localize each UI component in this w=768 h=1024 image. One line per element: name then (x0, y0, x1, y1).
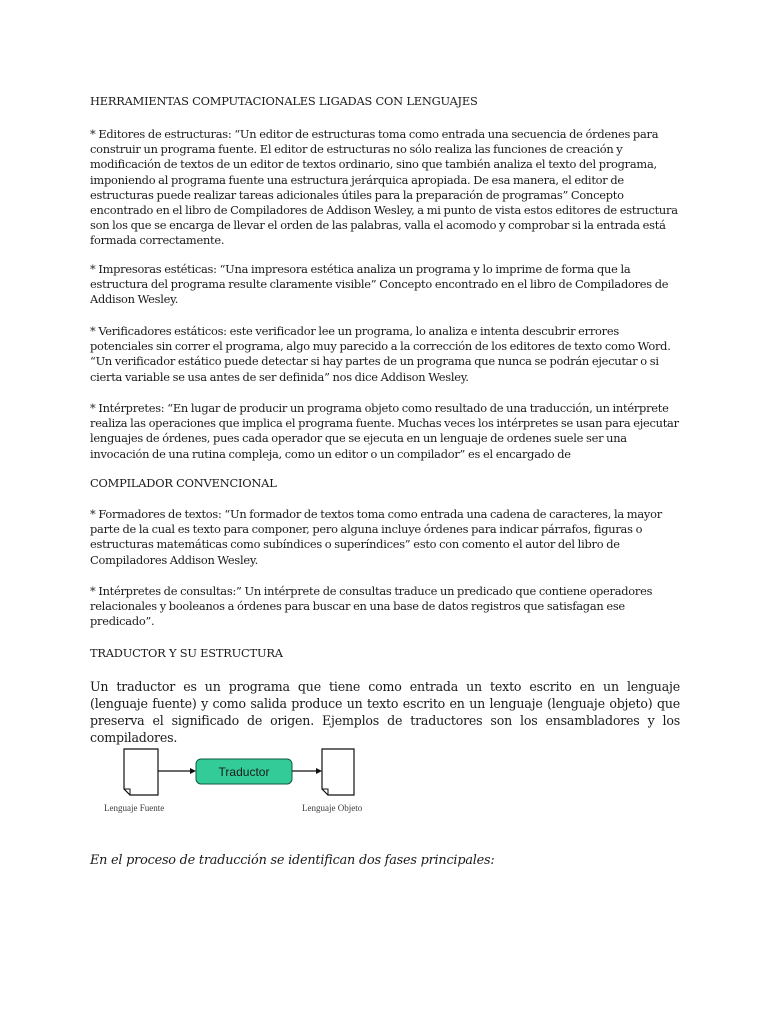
paragraph-interpretes-consultas: * Intérpretes de consultas:” Un intérprete de consultas traduce un predicado que contiene operadores relacionales y booleanos a órdenes para buscar en una base de datos registros que satisfagan ese predicado”. (90, 584, 653, 629)
source-document-icon (124, 749, 158, 795)
heading-herramientas: HERRAMIENTAS COMPUTACIONALES LIGADAS CON LENGUAJES (90, 94, 478, 108)
paragraph-editores-estructuras: * Editores de estructuras: “Un editor de estructuras toma como entrada una secuencia de órdenes para construir un programa fuente. El editor de estructuras no sólo realiza las funciones de creación y modificación de textos de un editor de textos ordinario, sino que también analiza el texto del programa, imponiendo al programa fuente una estructura jerárquica apropiada. De esa manera, el editor de estructuras puede realizar tareas adicionales útiles para la preparación de programas” Concepto encontrado en el libro de Compiladores de Addison Wesley, a mi punto de vista estos editores de estructura son los que se encarga de llevar el orden de las palabras, valla el acomodo y comprobar si la entrada está formada correctamente. (90, 127, 678, 248)
heading-compilador-convencional: COMPILADOR CONVENCIONAL (90, 476, 277, 490)
paragraph-traductor: Un traductor es un programa que tiene como entrada un texto escrito en un lenguaje (lenguaje fuente) y como salida produce un texto escrito en un lenguaje (lenguaje objeto) que preserva el significado de origen. Ejemplos de traductores son los ensambladores y los compiladores. (90, 679, 680, 745)
target-document-icon (322, 749, 354, 795)
paragraph-formadores-textos: * Formadores de textos: “Un formador de textos toma como entrada una cadena de caracteres, la mayor parte de la cual es texto para componer, pero alguna incluye órdenes para indicar párrafos, figuras o estructuras matemáticas como subíndices o superíndices” esto con comento el autor del libro de Compiladores Addison Wesley. (90, 507, 662, 567)
paragraph-verificadores-estaticos: * Verificadores estáticos: este verificador lee un programa, lo analiza e intenta descubrir errores potenciales sin correr el programa, algo muy parecido a la corrección de los editores de texto como Word. “Un verificador estático puede detectar si hay partes de un programa que nunca se podrán ejecutar o si cierta variable se usa antes de ser definida” nos dice Addison Wesley. (90, 324, 671, 384)
paragraph-impresoras-esteticas: * Impresoras estéticas: “Una impresora estética analiza un programa y lo imprime de forma que la estructura del programa resulte claramente visible” Concepto encontrado en el libro de Compiladores de Addison Wesley. (90, 262, 669, 307)
source-language-label: Lenguaje Fuente (104, 803, 165, 813)
translator-diagram (90, 747, 410, 827)
translator-box-label: Traductor (218, 765, 270, 779)
paragraph-interpretes: * Intérpretes: “En lugar de producir un programa objeto como resultado de una traducción, un intérprete realiza las operaciones que implica el programa fuente. Muchas veces los intérpretes se usan para ejecutar lenguajes de órdenes, pues cada operador que se ejecuta en un lenguaje de ordenes suele ser una invocación de una rutina compleja, como un editor o un compilador” es el encargado de (90, 401, 679, 461)
heading-traductor-estructura: TRADUCTOR Y SU ESTRUCTURA (90, 646, 283, 660)
arrow-icon (292, 768, 322, 774)
arrow-icon (158, 768, 196, 774)
target-language-label: Lenguaje Objeto (302, 803, 363, 813)
paragraph-fases: En el proceso de traducción se identifican dos fases principales: (90, 853, 495, 868)
